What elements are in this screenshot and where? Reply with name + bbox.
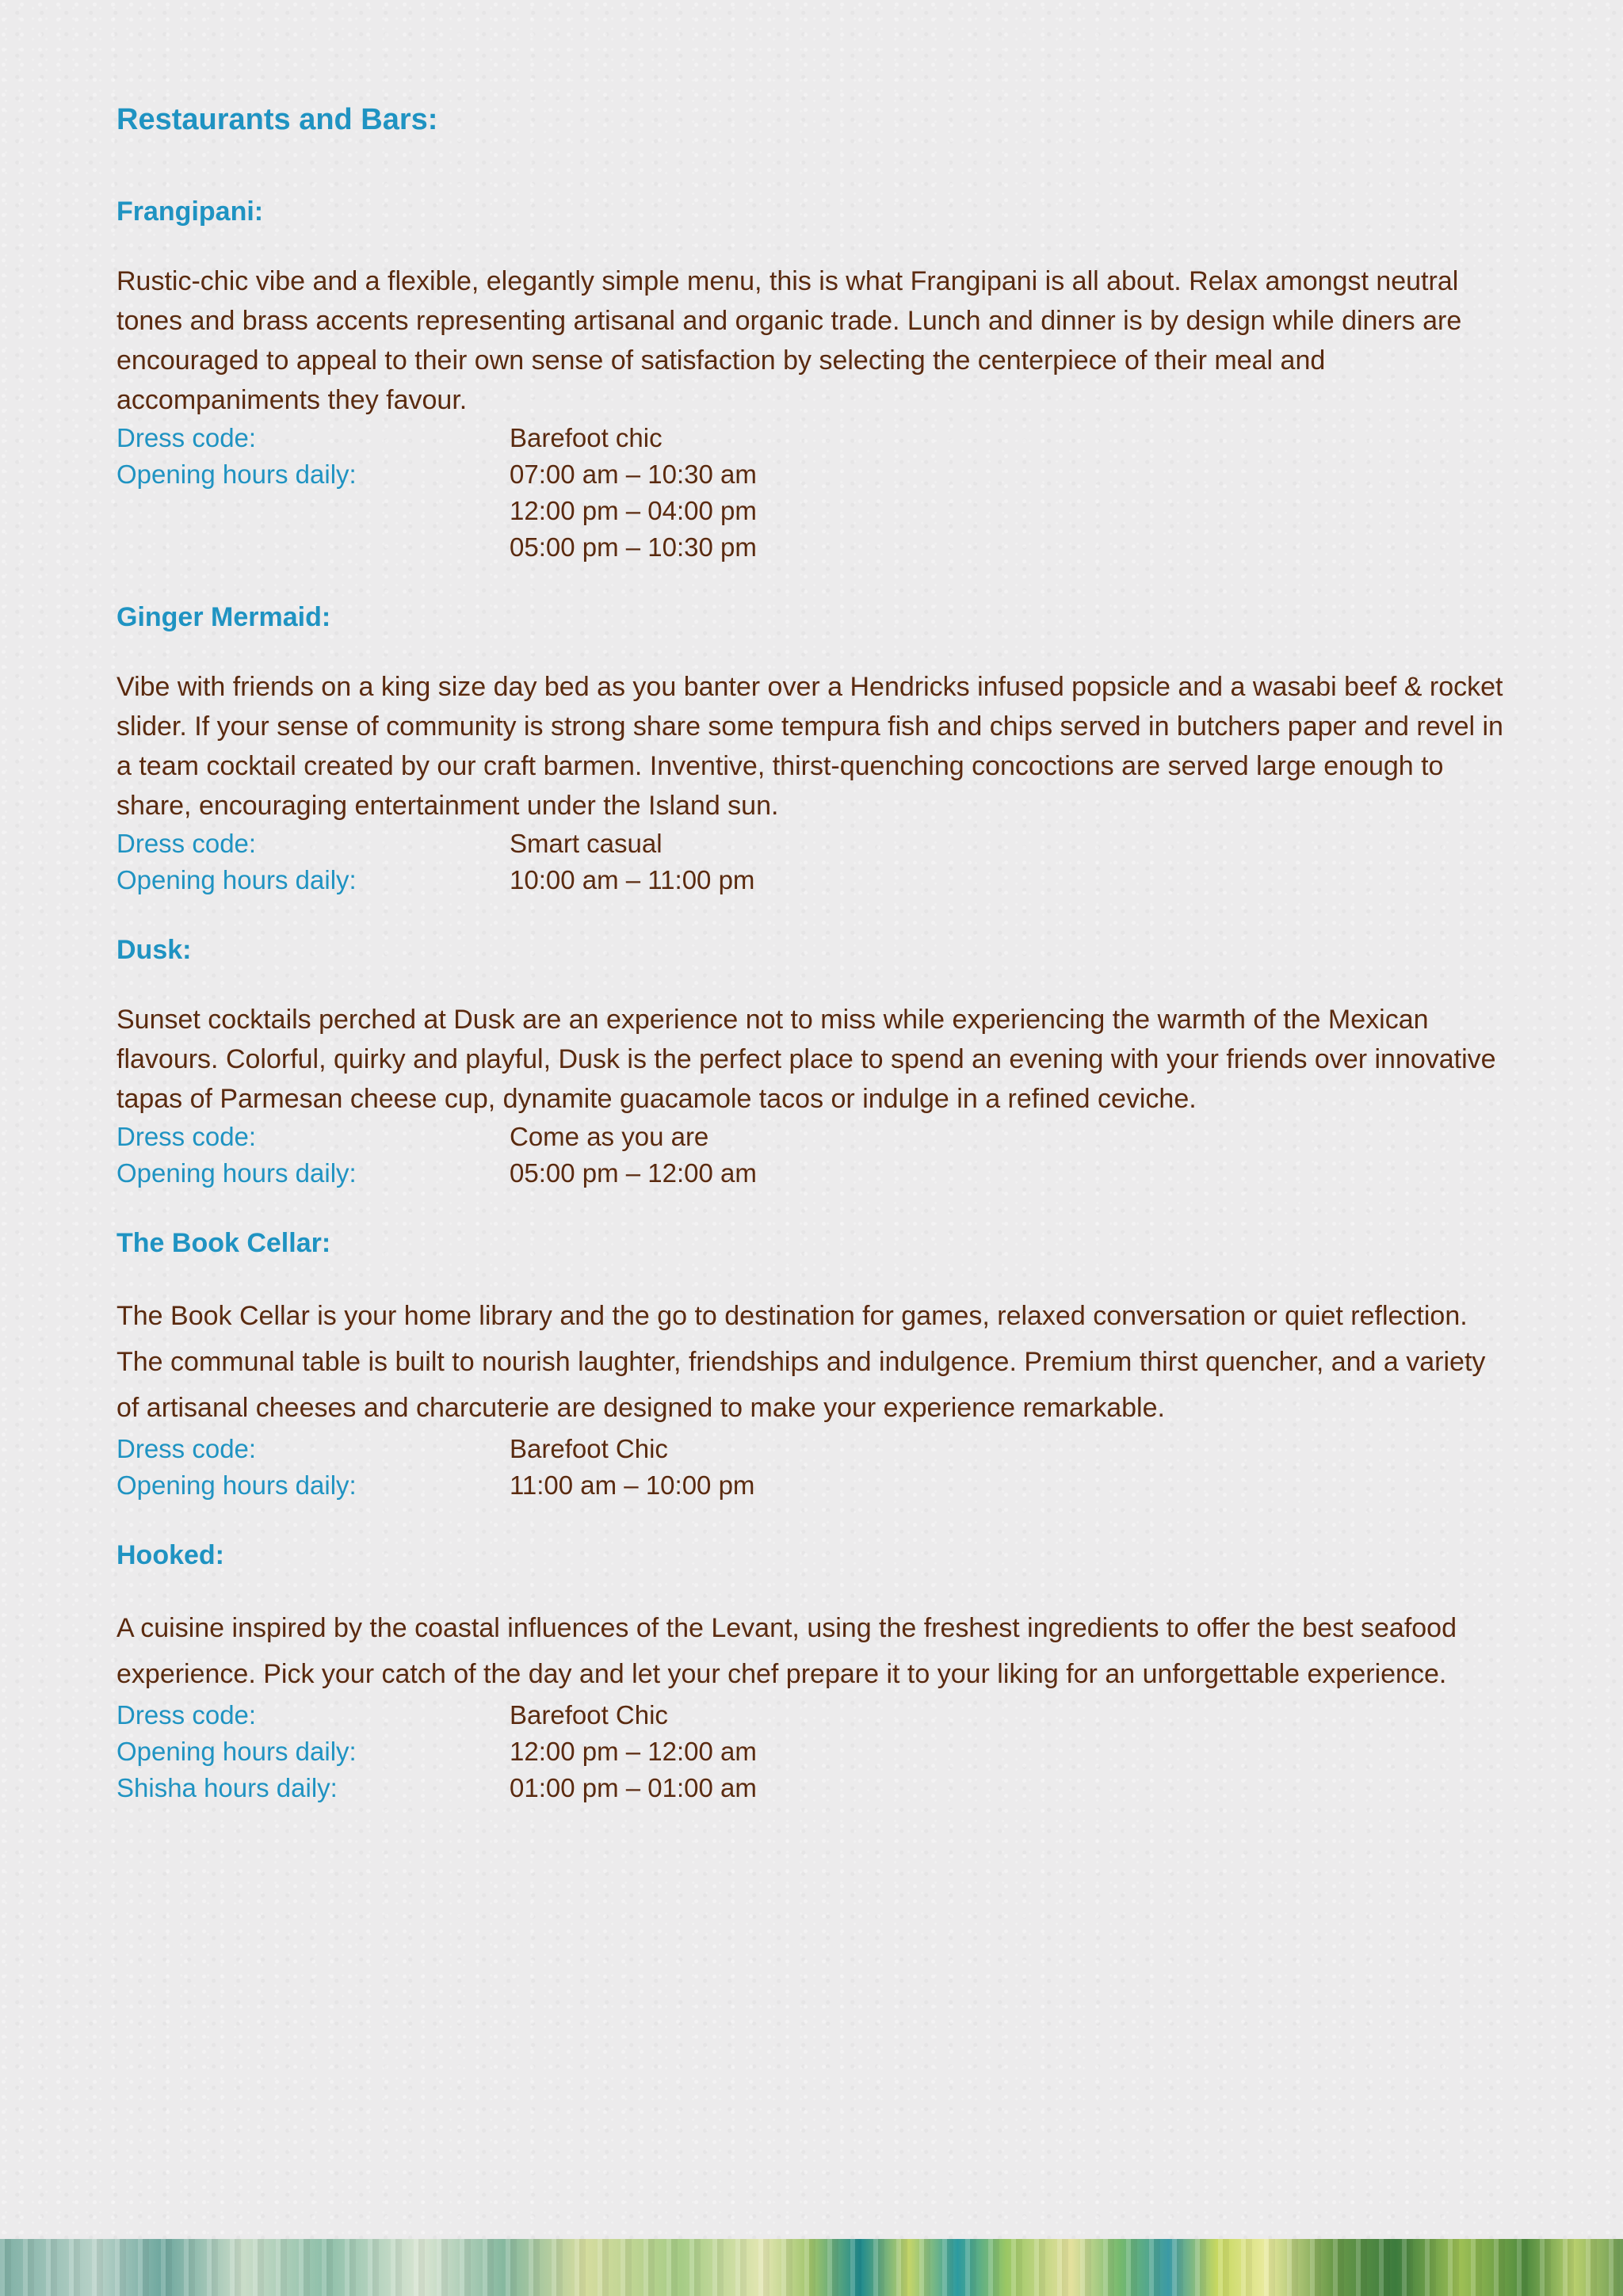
- section-description: Rustic-chic vibe and a flexible, elegantly simple menu, this is what Frangipani is all about. Relax amongst neutral tones and brass accents representing artisanal and organic trade. Lunch and dinner is by design while diners are encouraged to appeal to their own sense of satisfaction by selecting the centerpiece of their meal and accompaniments they favour.: [116, 266, 1462, 415]
- dress-code-label: Dress code:: [116, 1700, 257, 1730]
- section-title: Hooked:: [116, 1540, 224, 1570]
- opening-hours-value: 05:00 pm – 10:30 pm: [510, 532, 757, 562]
- section-title: Dusk:: [116, 935, 192, 965]
- dress-code-label: Dress code:: [116, 1122, 257, 1151]
- page-title: Restaurants and Bars:: [116, 103, 438, 136]
- opening-hours-label: Opening hours daily:: [116, 1737, 357, 1766]
- dress-code-value: Barefoot chic: [510, 423, 663, 452]
- section-info: [116, 1119, 1511, 1192]
- opening-hours-value: 11:00 am – 10:00 pm: [510, 1470, 755, 1500]
- opening-hours-value: 07:00 am – 10:30 am: [510, 460, 757, 489]
- restaurant-section-hooked: [116, 1537, 1511, 1806]
- opening-hours-value: 12:00 pm – 04:00 pm: [510, 496, 757, 525]
- dress-code-value: Barefoot Chic: [510, 1700, 668, 1730]
- section-description: Sunset cocktails perched at Dusk are an experience not to miss while experiencing the warmth of the Mexican flavours. Colorful, quirky and playful, Dusk is the perfect place to spend an evening with your friends over innovative tapas of Parmesan cheese cup, dynamite guacamole tacos or indulge in a refined ceviche.: [116, 1005, 1496, 1114]
- opening-hours-label: Opening hours daily:: [116, 1158, 357, 1188]
- opening-hours-label: Opening hours daily:: [116, 460, 357, 489]
- restaurant-section-ginger-mermaid: [116, 599, 1511, 898]
- section-info: [116, 826, 1511, 898]
- shisha-hours-label: Shisha hours daily:: [116, 1773, 338, 1802]
- opening-hours-value: 05:00 pm – 12:00 am: [510, 1158, 757, 1188]
- restaurant-section-dusk: [116, 932, 1511, 1192]
- opening-hours-label: Opening hours daily:: [116, 865, 357, 894]
- decorative-painted-border: [0, 2239, 1623, 2296]
- restaurant-section-frangipani: [116, 193, 1511, 566]
- shisha-hours-value: 01:00 pm – 01:00 am: [510, 1773, 757, 1802]
- opening-hours-value: 12:00 pm – 12:00 am: [510, 1737, 757, 1766]
- section-description: The Book Cellar is your home library and the go to destination for games, relaxed conversation or quiet reflection. The communal table is built to nourish laughter, friendships and indulgence. Premium thirst quencher, and a variety of artisanal cheeses and charcuterie are designed to make your experience remarkable.: [116, 1301, 1486, 1423]
- opening-hours-label: Opening hours daily:: [116, 1470, 357, 1500]
- section-title: Frangipani:: [116, 196, 264, 227]
- section-title: Ginger Mermaid:: [116, 602, 331, 632]
- spacer: [116, 493, 510, 529]
- spacer: [116, 529, 510, 566]
- document-page: [116, 93, 1511, 1840]
- dress-code-label: Dress code:: [116, 829, 257, 858]
- dress-code-value: Come as you are: [510, 1122, 709, 1151]
- dress-code-label: Dress code:: [116, 423, 257, 452]
- opening-hours-value: 10:00 am – 11:00 pm: [510, 865, 755, 894]
- section-description: Vibe with friends on a king size day bed as you banter over a Hendricks infused popsicle and a wasabi beef & rocket slider. If your sense of community is strong share some tempura fish and chips served in butchers paper and revel in a team cocktail created by our craft barmen. Inventive, thirst-quenching concoctions are served large enough to share, encouraging entertainment under the Island sun.: [116, 672, 1503, 821]
- section-info: [116, 420, 1511, 566]
- restaurant-section-book-cellar: [116, 1225, 1511, 1504]
- section-info: [116, 1431, 1511, 1504]
- section-title: The Book Cellar:: [116, 1228, 331, 1258]
- section-info: [116, 1697, 1511, 1806]
- dress-code-value: Barefoot Chic: [510, 1434, 668, 1463]
- dress-code-label: Dress code:: [116, 1434, 257, 1463]
- section-description: A cuisine inspired by the coastal influences of the Levant, using the freshest ingredients to offer the best seafood experience. Pick your catch of the day and let your chef prepare it to your liking for an unforgettable experience.: [116, 1613, 1457, 1689]
- dress-code-value: Smart casual: [510, 829, 663, 858]
